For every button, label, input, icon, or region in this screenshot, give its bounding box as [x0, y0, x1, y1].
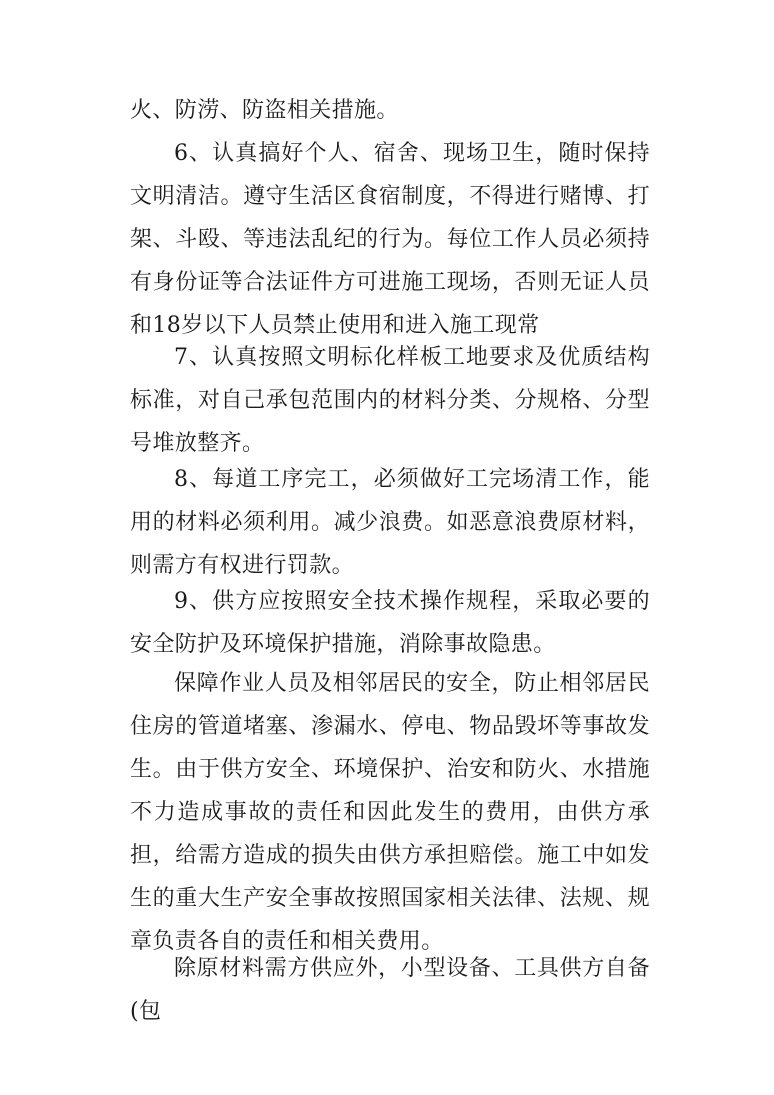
- paragraph-item-7: 7、认真按照文明标化样板工地要求及优质结构标准，对自己承包范围内的材料分类、分规格、分型号堆放整齐。: [130, 345, 650, 456]
- paragraph-item-8: 8、每道工序完工，必须做好工完场清工作，能用的材料必须利用。减少浪费。如恶意浪费原材料，则需方有权进行罚款。: [130, 467, 650, 578]
- paragraph-materials-supply: 除原材料需方供应外，小型设备、工具供方自备(包: [130, 956, 650, 1024]
- paragraph-item-6: 6、认真搞好个人、宿舍、现场卫生，随时保持文明清洁。遵守生活区食宿制度，不得进行赌博、打架、斗殴、等违法乱纪的行为。每位工作人员必须持有身份证等合法证件方可进施工现场，否则无证人员和18岁以下人员禁止使用和进入施工现常: [130, 141, 650, 338]
- paragraph-safety-liability: 保障作业人员及相邻居民的安全，防止相邻居民住房的管道堵塞、渗漏水、停电、物品毁坏等事故发生。由于供方安全、环境保护、治安和防火、水措施不力造成事故的责任和因此发生的费用，由供方承担，给需方造成的损失由供方承担赔偿。施工中如发生的重大生产安全事故按照国家相关法律、法规、规章负责各自的责任和相关费用。: [130, 671, 650, 954]
- paragraph-continuation: 火、防涝、防盗相关措施。: [130, 98, 399, 123]
- paragraph-item-9: 9、供方应按照安全技术操作规程，采取必要的安全防护及环境保护措施，消除事故隐患。: [130, 589, 650, 657]
